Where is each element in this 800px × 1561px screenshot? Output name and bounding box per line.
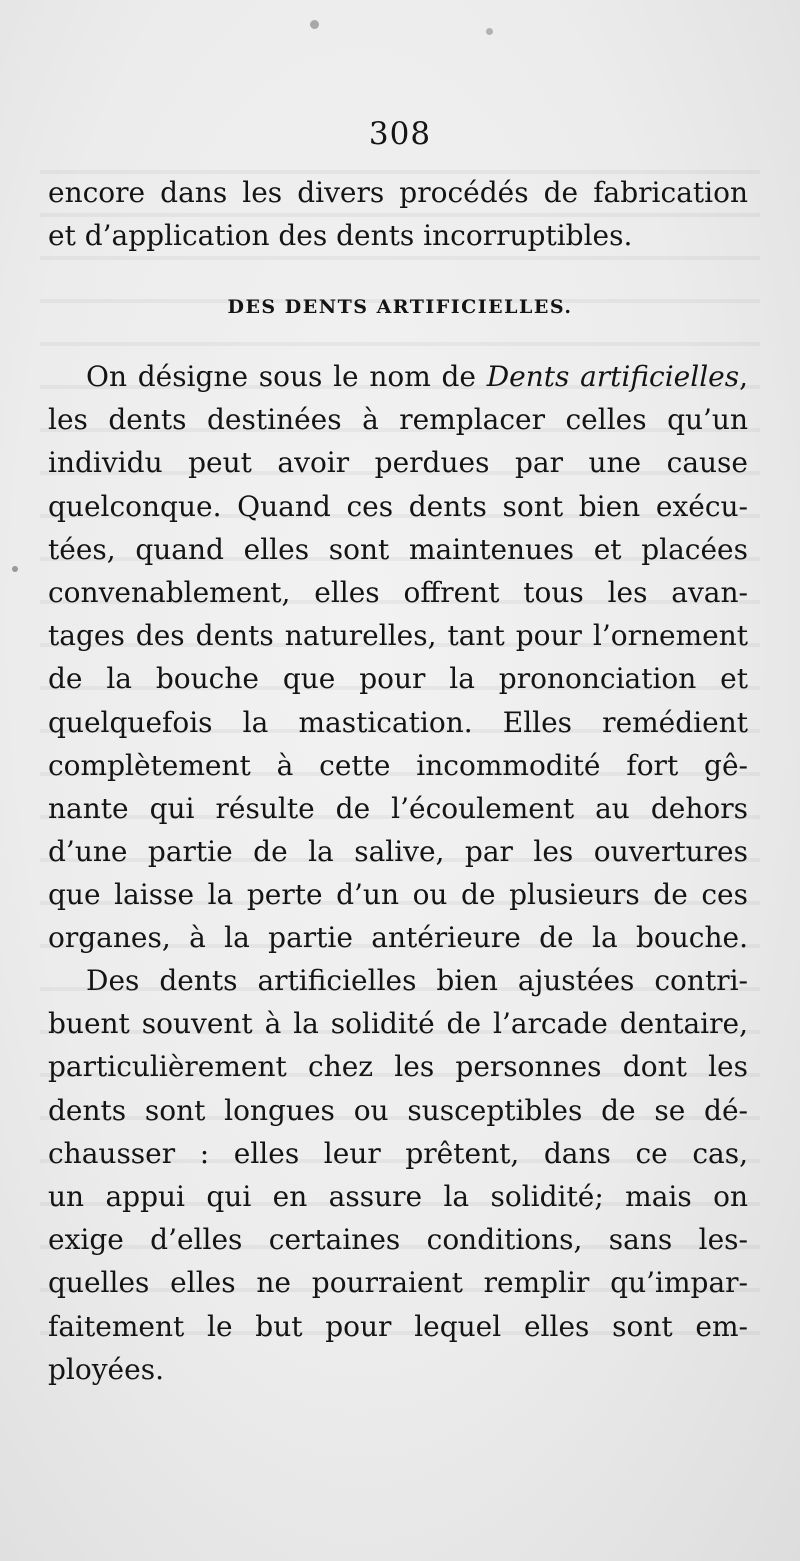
text-line: individu peut avoir perdues par une cause	[48, 446, 748, 480]
intro-text	[48, 171, 748, 257]
text-line: tages des dents naturelles, tant pour l’ornement	[48, 619, 748, 653]
text-line: particulièrement chez les personnes dont les	[48, 1050, 748, 1084]
text-line: exige d’elles certaines conditions, sans les-	[48, 1223, 748, 1257]
paragraph-1	[48, 355, 748, 960]
page-number: 308	[368, 116, 432, 152]
text-line: d’une partie de la salive, par les ouvertures	[48, 835, 748, 869]
text-line: ployées.	[48, 1352, 164, 1386]
text-line: quelles elles ne pourraient remplir qu’impar-	[48, 1266, 748, 1300]
text-line: faitement le but pour lequel elles sont em-	[48, 1309, 748, 1343]
text-line: tées, quand elles sont maintenues et placées	[48, 532, 748, 566]
text-line: de la bouche que pour la prononciation et	[48, 662, 748, 696]
text-line: encore dans les divers procédés de fabrication	[48, 176, 748, 209]
paper-speck	[486, 28, 493, 35]
paragraph-2	[48, 959, 748, 1391]
text-line: organes, à la partie antérieure de la bouche.	[48, 921, 748, 955]
text-line: complètement à cette incommodité fort gê-	[48, 748, 748, 782]
paper-speck	[12, 566, 18, 572]
section-heading: DES DENTS ARTIFICIELLES.	[227, 296, 573, 318]
text-line: buent souvent à la solidité de l’arcade dentaire,	[48, 1007, 748, 1041]
text-line: Des dents artificielles bien ajustées contri-	[86, 964, 748, 997]
text-line: un appui qui en assure la solidité; mais on	[48, 1179, 748, 1213]
text-line: les dents destinées à remplacer celles qu’un	[48, 403, 748, 437]
line-text: On désigne sous le nom de	[86, 360, 487, 393]
italic-term: Dents artificielles	[486, 360, 740, 393]
text-line: que laisse la perte d’un ou de plusieurs de ces	[48, 878, 748, 912]
text-line: nante qui résulte de l’écoulement au dehors	[48, 791, 748, 825]
line-text: ,	[739, 360, 748, 393]
text-line	[48, 355, 748, 398]
text-line: quelconque. Quand ces dents sont bien exécu-	[48, 489, 748, 523]
text-line: quelquefois la mastication. Elles remédient	[48, 705, 748, 739]
text-line: et d’application des dents incorruptibles.	[48, 219, 633, 253]
text-line: chausser : elles leur prêtent, dans ce cas,	[48, 1136, 748, 1170]
text-line: dents sont longues ou susceptibles de se dé-	[48, 1093, 748, 1127]
text-line: convenablement, elles offrent tous les avan-	[48, 575, 748, 609]
paper-speck	[310, 20, 319, 29]
